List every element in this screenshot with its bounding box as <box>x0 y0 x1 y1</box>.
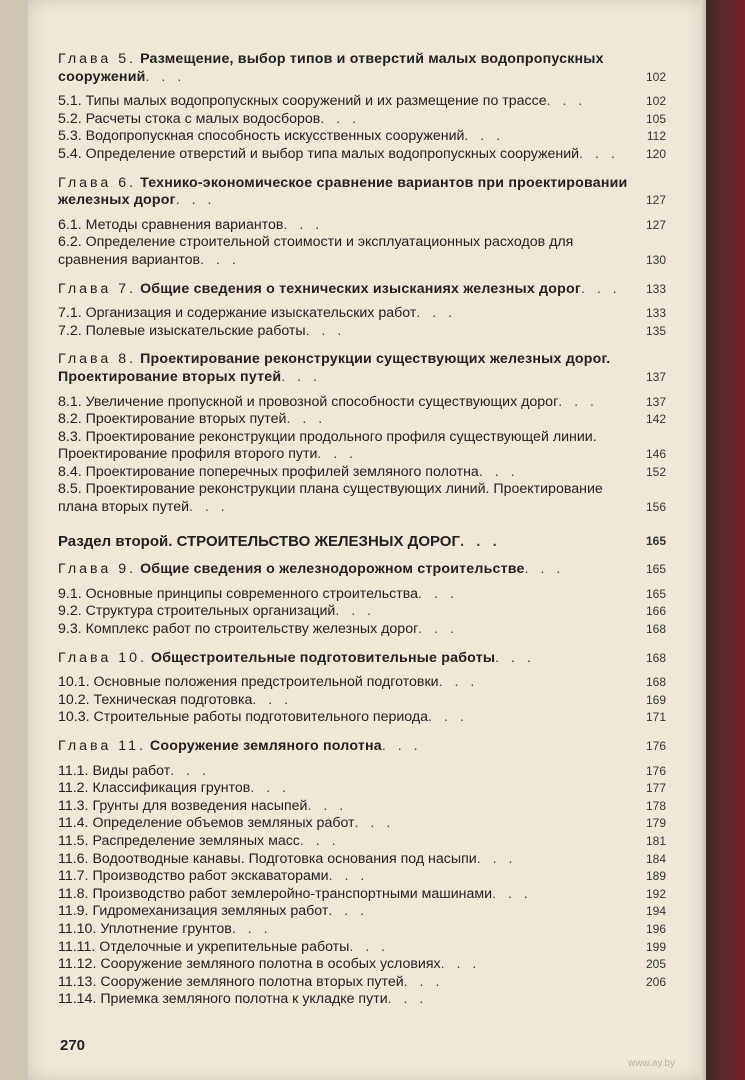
toc-item <box>58 323 666 341</box>
leader-dots: . . . <box>283 216 324 233</box>
item-text: Определение строительной стоимости и эксплуатационных расходов для сравнения вариантов <box>58 234 574 268</box>
item-text: Основные положения предстроительной подготовки <box>93 674 439 691</box>
table-of-contents <box>58 40 666 1009</box>
toc-item <box>58 394 666 412</box>
chapter-label: Глава 11. <box>58 738 146 754</box>
item-text: Основные принципы современного строительства <box>85 585 419 602</box>
item-text: Полевые изыскательские работы <box>85 322 306 339</box>
item-number: 6.1. <box>58 216 82 233</box>
leader-dots: . . . <box>580 280 621 297</box>
page-ref: 168 <box>645 675 666 690</box>
item-text: Водоотводные канавы. Подготовка основания под насыпи <box>92 850 477 867</box>
page-ref: 165 <box>645 586 666 601</box>
page-ref: 177 <box>645 781 666 796</box>
item-number: 11.12. <box>58 956 97 973</box>
leader-dots: . . . <box>317 446 358 463</box>
page-ref: 168 <box>645 622 666 637</box>
page-ref: 168 <box>645 650 666 665</box>
section-title: Раздел второй. СТРОИТЕЛЬСТВО ЖЕЛЕЗНЫХ ДОРОГ <box>58 532 460 550</box>
toc-item <box>58 939 666 957</box>
item-text: Распределение земляных масс <box>92 832 300 849</box>
item-text: Уплотнение грунтов <box>100 920 232 937</box>
leader-dots: . . . <box>354 815 395 832</box>
item-text: Типы малых водопропускных сооружений и их размещение по трассе <box>85 93 547 110</box>
toc-item <box>58 851 666 869</box>
leader-dots: . . . <box>459 532 501 550</box>
chapter-title: Размещение, выбор типов и отверстий малых водопропускных сооружений <box>58 51 604 85</box>
toc-item <box>58 798 666 816</box>
item-text: Техническая подготовка <box>93 691 253 708</box>
leader-dots: . . . <box>170 762 210 779</box>
page-ref: 127 <box>645 193 666 208</box>
leader-dots: . . . <box>476 850 517 867</box>
item-text: Организация и содержание изыскательских работ <box>85 305 417 322</box>
item-number: 11.5. <box>58 832 89 849</box>
page-ref: 192 <box>645 886 666 901</box>
item-number: 5.2. <box>58 110 82 127</box>
item-text: Определение объемов земляных работ <box>92 815 355 832</box>
chapter-label: Глава 7. <box>58 280 137 297</box>
chapter-label: Глава 10. <box>58 649 147 666</box>
toc-chapter <box>58 738 666 756</box>
leader-dots: . . . <box>335 603 376 620</box>
toc-chapter <box>58 51 666 86</box>
item-number: 11.8. <box>58 885 89 902</box>
toc-item <box>58 481 666 516</box>
chapter-title: Технико-экономическое сравнение вариантов при проектировании железных дорог <box>58 174 628 209</box>
toc-item <box>58 886 666 904</box>
page-ref: 166 <box>645 604 666 619</box>
leader-dots: . . . <box>492 885 532 902</box>
page-ref: 152 <box>645 464 666 479</box>
leader-dots: . . . <box>145 68 186 85</box>
item-text: Виды работ <box>92 762 171 779</box>
page-ref: 206 <box>645 974 666 989</box>
item-text: Классификация грунтов <box>92 780 251 797</box>
toc-section <box>58 533 666 551</box>
item-number: 11.9. <box>58 903 89 920</box>
toc-chapter <box>58 351 666 386</box>
item-number: 9.2. <box>58 603 82 620</box>
item-text: Определение отверстий и выбор типа малых водопропускных сооружений <box>85 145 580 162</box>
item-number: 8.1. <box>58 393 82 410</box>
chapter-title: Сооружение земляного полотна <box>149 738 382 754</box>
page-ref: 137 <box>645 394 666 409</box>
leader-dots: . . . <box>440 956 481 973</box>
item-number: 11.10. <box>58 920 97 937</box>
toc-chapter <box>58 175 666 210</box>
item-text: Приемка земляного полотна к укладке пути <box>100 991 388 1008</box>
item-number: 11.7. <box>58 868 89 885</box>
chapter-title: Общие сведения о железнодорожном строительстве <box>140 561 525 578</box>
page-ref: 176 <box>645 763 666 778</box>
page-ref: 105 <box>645 111 666 126</box>
page-ref: 102 <box>645 69 666 84</box>
leader-dots: . . . <box>328 868 369 885</box>
leader-dots: . . . <box>387 991 428 1008</box>
item-number: 8.2. <box>58 411 82 428</box>
leader-dots: . . . <box>175 192 216 209</box>
toc-item <box>58 429 666 464</box>
leader-dots: . . . <box>464 128 505 145</box>
leader-dots: . . . <box>524 561 565 578</box>
toc-item <box>58 464 666 482</box>
toc-item <box>58 217 666 235</box>
page-ref: 156 <box>645 500 666 515</box>
leader-dots: . . . <box>305 322 346 339</box>
page-ref: 189 <box>645 869 666 884</box>
leader-dots: . . . <box>189 499 229 516</box>
page-ref: 146 <box>645 447 666 462</box>
item-number: 10.2. <box>58 691 90 708</box>
chapter-title: Общие сведения о технических изысканиях железных дорог <box>140 280 581 297</box>
toc-item <box>58 621 666 639</box>
leader-dots: . . . <box>478 463 519 480</box>
item-text: Проектирование вторых путей <box>85 411 287 428</box>
toc-item <box>58 111 666 129</box>
item-text: Гидромеханизация земляных работ <box>92 903 329 920</box>
leader-dots: . . . <box>428 709 468 726</box>
page-ref: 205 <box>645 957 666 972</box>
item-text: Производство работ землеройно-транспортными машинами <box>92 885 493 902</box>
toc-item <box>58 868 666 886</box>
leader-dots: . . . <box>381 738 422 754</box>
item-text: Сооружение земляного полотна в особых условиях <box>100 956 441 973</box>
item-number: 11.11. <box>58 938 96 955</box>
item-number: 9.3. <box>58 621 82 638</box>
leader-dots: . . . <box>200 251 240 268</box>
toc-item <box>58 780 666 798</box>
page-number: 270 <box>60 1037 86 1054</box>
page-ref: 133 <box>645 281 666 296</box>
item-text: Проектирование реконструкции плана существующих линий. Проектирование плана вторых путей <box>58 481 603 516</box>
item-number: 7.1. <box>58 305 82 322</box>
item-number: 11.3. <box>58 797 89 814</box>
leader-dots: . . . <box>281 368 321 385</box>
item-text: Отделочные и укрепительные работы <box>99 938 350 955</box>
item-text: Комплекс работ по строительству железных дорог <box>85 621 419 638</box>
item-number: 11.1. <box>58 762 89 779</box>
page-ref: 137 <box>645 369 666 384</box>
page-ref: 194 <box>645 904 666 919</box>
page-ref: 199 <box>645 939 666 954</box>
leader-dots: . . . <box>418 621 458 638</box>
toc-item <box>58 692 666 710</box>
item-number: 11.6. <box>58 850 89 867</box>
page-ref: 181 <box>645 833 666 848</box>
toc-item <box>58 815 666 833</box>
toc-item <box>58 146 666 164</box>
chapter-title: Общестроительные подготовительные работы <box>150 649 496 666</box>
toc-item <box>58 991 666 1009</box>
toc-item <box>58 956 666 974</box>
toc-item <box>58 128 666 146</box>
watermark: www.ay.by <box>628 1058 676 1069</box>
item-number: 9.1. <box>58 585 82 602</box>
item-text: Сооружение земляного полотна вторых путей <box>100 973 404 990</box>
toc-item <box>58 921 666 939</box>
item-text: Грунты для возведения насыпей <box>92 797 308 814</box>
page-ref: 176 <box>645 739 666 753</box>
page-ref: 127 <box>645 217 666 232</box>
page-ref: 179 <box>645 816 666 831</box>
item-number: 11.4. <box>58 815 89 832</box>
toc-chapter <box>58 561 666 579</box>
leader-dots: . . . <box>495 649 535 666</box>
leader-dots: . . . <box>416 305 457 322</box>
page-ref: 165 <box>645 533 666 548</box>
item-text: Методы сравнения вариантов <box>85 216 284 233</box>
toc-item <box>58 974 666 992</box>
page-ref: 196 <box>645 921 666 936</box>
leader-dots: . . . <box>299 832 340 849</box>
page-ref: 184 <box>645 851 666 866</box>
toc-item <box>58 234 666 269</box>
page-ref: 178 <box>645 798 666 813</box>
item-text: Структура строительных организаций <box>85 603 336 620</box>
leader-dots: . . . <box>546 93 587 110</box>
item-text: Проектирование поперечных профилей земляного полотна <box>85 463 479 480</box>
leader-dots: . . . <box>252 691 293 708</box>
item-number: 10.1. <box>58 674 90 691</box>
book-cover <box>706 0 745 1080</box>
chapter-label: Глава 9. <box>58 561 137 578</box>
toc-item <box>58 603 666 621</box>
toc-item <box>58 93 666 111</box>
leader-dots: . . . <box>307 797 348 814</box>
toc-item <box>58 709 666 727</box>
toc-chapter <box>58 281 666 299</box>
page-ref: 130 <box>645 252 666 267</box>
item-number: 11.14. <box>58 991 97 1008</box>
leader-dots: . . . <box>403 973 444 990</box>
leader-dots: . . . <box>579 145 619 162</box>
toc-chapter <box>58 650 666 668</box>
item-number: 8.3. <box>58 428 82 445</box>
toc-item <box>58 305 666 323</box>
toc-item <box>58 674 666 692</box>
leader-dots: . . . <box>418 585 458 602</box>
leader-dots: . . . <box>286 411 327 428</box>
item-text: Производство работ экскаваторами <box>92 868 329 885</box>
page-ref: 102 <box>645 94 666 109</box>
item-number: 11.13. <box>58 973 97 990</box>
item-text: Увеличение пропускной и провозной способности существующих дорог <box>85 393 559 410</box>
chapter-label: Глава 5. <box>58 51 137 67</box>
page-ref: 135 <box>645 323 666 338</box>
leader-dots: . . . <box>558 393 598 410</box>
leader-dots: . . . <box>231 920 272 937</box>
page-ref: 171 <box>645 710 666 725</box>
item-number: 8.4. <box>58 463 82 480</box>
leader-dots: . . . <box>349 938 390 955</box>
item-text: Водопропускная способность искусственных сооружений <box>85 128 465 145</box>
leader-dots: . . . <box>250 780 291 797</box>
page-ref: 133 <box>645 306 666 321</box>
leader-dots: . . . <box>320 110 361 127</box>
leader-dots: . . . <box>438 674 479 691</box>
item-number: 5.4. <box>58 145 82 162</box>
item-number: 7.2. <box>58 322 82 339</box>
page-ref: 120 <box>645 146 666 161</box>
item-number: 5.3. <box>58 128 82 145</box>
item-text: Расчеты стока с малых водосборов <box>85 110 321 127</box>
chapter-label: Глава 8. <box>58 351 137 368</box>
item-number: 11.2. <box>58 780 89 797</box>
item-number: 10.3. <box>58 709 90 726</box>
item-number: 6.2. <box>58 234 82 251</box>
chapter-label: Глава 6. <box>58 174 137 191</box>
item-number: 5.1. <box>58 93 82 110</box>
toc-item <box>58 903 666 921</box>
page-ref: 169 <box>645 692 666 707</box>
page-ref: 142 <box>645 412 666 427</box>
page-ref: 112 <box>646 129 666 144</box>
item-text: Строительные работы подготовительного периода <box>93 709 429 726</box>
toc-item <box>58 763 666 781</box>
chapter-title: Проектирование реконструкции существующих железных дорог. Проектирование вторых путей <box>58 351 611 385</box>
toc-item <box>58 833 666 851</box>
leader-dots: . . . <box>328 903 369 920</box>
toc-item <box>58 586 666 604</box>
page-ref: 165 <box>645 562 666 577</box>
item-number: 8.5. <box>58 481 82 498</box>
item-text: Проектирование реконструкции продольного профиля существующей линии. Проектирование профиля второго пути <box>58 428 597 463</box>
toc-item <box>58 411 666 429</box>
